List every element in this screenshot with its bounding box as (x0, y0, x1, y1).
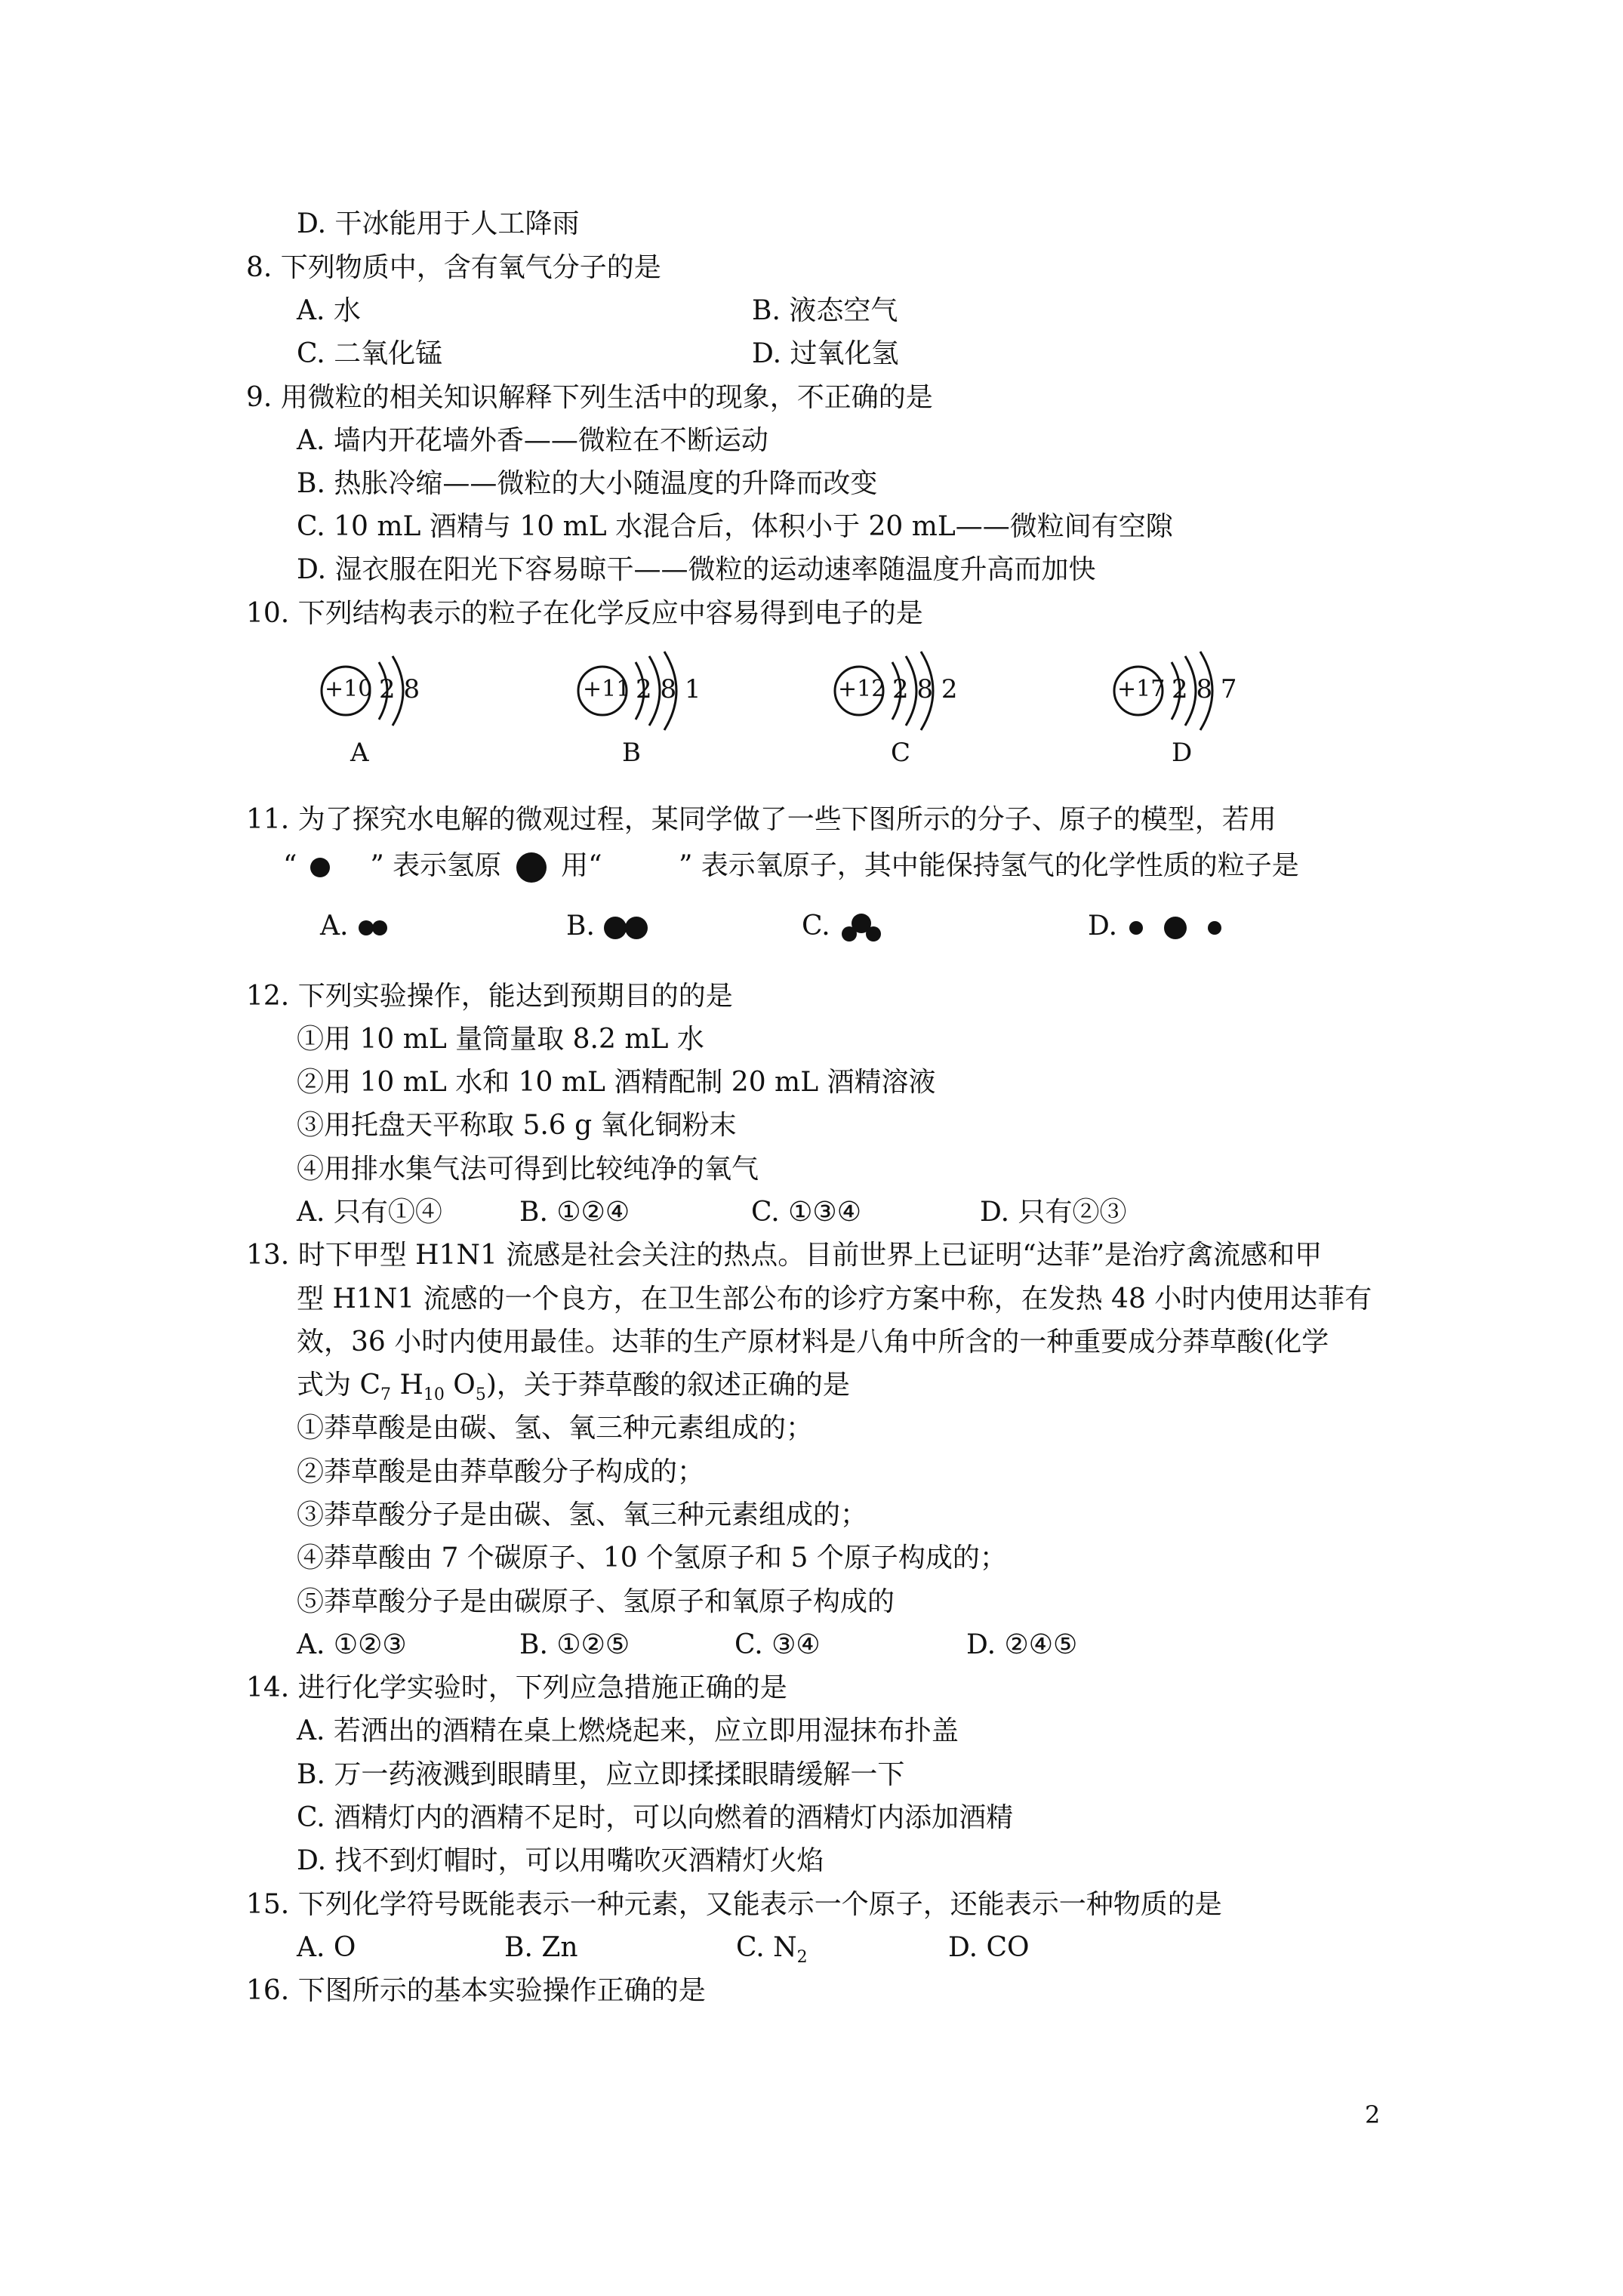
q13-item-1: ①莽草酸是由碳、氢、氧三种元素组成的； (297, 1413, 814, 1444)
atom-label-d: D (1172, 738, 1193, 768)
q13-line-4-rest: )，关于莽草酸的叙述正确的是 (485, 1370, 850, 1401)
q11-option-c (802, 910, 887, 943)
q11-stem2-oxygen: ” 表示氧原子，其中能保持氢气的化学性质的粒子是 (678, 850, 1299, 881)
q14-option-a: A. 若洒出的酒精在桌上燃烧起来，应立即用湿抹布扑盖 (297, 1715, 959, 1746)
atom-electrons-a: 2 8 (379, 674, 420, 704)
q11-stem2-quote-open: “ (283, 850, 297, 881)
q8-option-d: D. 过氧化氢 (752, 338, 899, 369)
q16-stem: 16. 下图所示的基本实验操作正确的是 (246, 1975, 706, 2006)
q13-option-b: B. ①②⑤ (519, 1629, 630, 1660)
q8-option-c: C. 二氧化锰 (297, 338, 443, 369)
atom-label-b: B (622, 738, 641, 768)
q15-stem: 15. 下列化学符号既能表示一种元素，又能表示一个原子，还能表示一种物质的是 (246, 1889, 1222, 1920)
q11-option-b-label: B. (566, 911, 595, 942)
q7-option-d: D. 干冰能用于人工降雨 (297, 208, 580, 239)
q13-formula-c-sub: 7 (380, 1385, 391, 1405)
atom-electrons-c: 2 8 2 (892, 674, 958, 704)
q15-option-c-sub: 2 (796, 1948, 808, 1968)
q13-item-4: ④莽草酸由 7 个碳原子、10 个氢原子和 5 个原子构成的； (297, 1542, 1007, 1573)
q11-option-a (320, 910, 390, 943)
q14-option-d: D. 找不到灯帽时，可以用嘴吹灭酒精灯火焰 (297, 1845, 824, 1876)
atom-nucleus-a: +10 (325, 676, 373, 702)
molecule-o2-icon (603, 915, 651, 941)
q8-option-a: A. 水 (297, 295, 361, 326)
page-number: 2 (1365, 2100, 1381, 2129)
q15-option-c-main: C. N (736, 1932, 797, 1963)
q9-stem: 9. 用微粒的相关知识解释下列生活中的现象，不正确的是 (246, 382, 933, 413)
atom-diagram-c (830, 646, 1012, 768)
q12-item-3: ③用托盘天平称取 5.6 g 氧化铜粉末 (297, 1110, 737, 1141)
molecule-h2-icon (357, 919, 390, 937)
q11-stem-line2 (283, 849, 1299, 883)
atom-diagram-a (317, 646, 483, 768)
q11-option-b (566, 910, 651, 943)
q12-item-1: ①用 10 mL 量筒量取 8.2 mL 水 (297, 1024, 704, 1055)
q9-option-b: B. 热胀冷缩——微粒的大小随温度的升降而改变 (297, 468, 878, 499)
molecule-h2o-icon (839, 913, 887, 943)
q14-option-b: B. 万一药液溅到眼睛里，应立即揉揉眼睛缓解一下 (297, 1759, 905, 1790)
q13-option-a: A. ①②③ (297, 1629, 407, 1660)
atom-electrons-b: 2 8 1 (636, 674, 701, 704)
q10-stem: 10. 下列结构表示的粒子在化学反应中容易得到电子的是 (246, 598, 923, 629)
atom-diagram-b (574, 646, 755, 768)
q12-item-2: ②用 10 mL 水和 10 mL 酒精配制 20 mL 酒精溶液 (297, 1067, 936, 1098)
q9-option-a: A. 墙内开花墙外香——微粒在不断运动 (297, 425, 768, 456)
atom-nucleus-b: +11 (583, 676, 631, 702)
atom-label-c: C (891, 738, 911, 768)
q13-option-d: D. ②④⑤ (966, 1629, 1078, 1660)
q12-option-a: A. 只有①④ (297, 1197, 442, 1228)
q13-item-5: ⑤莽草酸分子是由碳原子、氢原子和氧原子构成的 (297, 1586, 895, 1617)
q12-option-d: D. 只有②③ (980, 1197, 1127, 1228)
q11-option-d-label: D. (1088, 911, 1118, 942)
atom-label-a: A (350, 738, 369, 768)
q15-option-a: A. O (297, 1932, 356, 1963)
oxygen-atom-icon (516, 852, 547, 883)
q13-formula-h: H (391, 1370, 423, 1401)
separate-atoms-icon (1126, 914, 1231, 942)
q14-stem: 14. 进行化学实验时，下列应急措施正确的是 (246, 1672, 787, 1703)
q12-option-b: B. ①②④ (519, 1197, 630, 1228)
q11-option-a-label: A. (320, 911, 349, 942)
atom-nucleus-d: +17 (1117, 676, 1166, 702)
hydrogen-atom-icon (310, 858, 330, 877)
q9-option-d: D. 湿衣服在阳光下容易晾干——微粒的运动速率随温度升高而加快 (297, 554, 1096, 585)
q13-formula-h-sub: 10 (423, 1385, 445, 1405)
q13-formula-c: 式为 C (297, 1370, 380, 1401)
q15-option-b: B. Zn (504, 1932, 578, 1963)
q13-item-3: ③莽草酸分子是由碳、氢、氧三种元素组成的； (297, 1499, 868, 1530)
q13-line-2: 型 H1N1 流感的一个良方，在卫生部公布的诊疗方案中称，在发热 48 小时内使用达菲有 (297, 1284, 1372, 1314)
q13-line-4 (297, 1369, 850, 1412)
q14-option-c: C. 酒精灯内的酒精不足时，可以向燃着的酒精灯内添加酒精 (297, 1802, 1014, 1833)
q11-option-d (1088, 910, 1231, 943)
q8-option-b: B. 液态空气 (752, 295, 898, 326)
atom-nucleus-c: +12 (838, 676, 886, 702)
q11-stem: 11. 为了探究水电解的微观过程，某同学做了一些下图所示的分子、原子的模型，若用 (246, 804, 1277, 835)
q11-option-c-label: C. (802, 911, 830, 942)
q12-option-c: C. ①③④ (751, 1197, 861, 1228)
q11-stem2-hydrogen: ” 表示氢原 (370, 850, 502, 881)
q13-option-c: C. ③④ (735, 1629, 821, 1660)
q12-stem: 12. 下列实验操作，能达到预期目的的是 (246, 981, 733, 1012)
q13-formula-o-sub: 5 (475, 1385, 486, 1405)
atom-electrons-d: 2 8 7 (1172, 674, 1237, 704)
q9-option-c: C. 10 mL 酒精与 10 mL 水混合后，体积小于 20 mL——微粒间有空隙 (297, 511, 1173, 542)
atom-diagram-d (1110, 646, 1291, 768)
q8-stem: 8. 下列物质中，含有氧气分子的是 (246, 252, 661, 283)
q15-option-d: D. CO (948, 1932, 1030, 1963)
q13-item-2: ②莽草酸是由莽草酸分子构成的； (297, 1456, 705, 1487)
q12-item-4: ④用排水集气法可得到比较纯净的氧气 (297, 1154, 759, 1185)
q13-formula-o: O (444, 1370, 476, 1401)
q15-option-c (736, 1931, 808, 1974)
q13-line-1: 13. 时下甲型 H1N1 流感是社会关注的热点。目前世界上已证明“达菲”是治疗禽流感和甲 (246, 1240, 1323, 1271)
q11-stem2-use: 用“ (561, 850, 602, 881)
q13-line-3: 效，36 小时内使用最佳。达菲的生产原材料是八角中所含的一种重要成分莽草酸(化学 (297, 1327, 1329, 1358)
